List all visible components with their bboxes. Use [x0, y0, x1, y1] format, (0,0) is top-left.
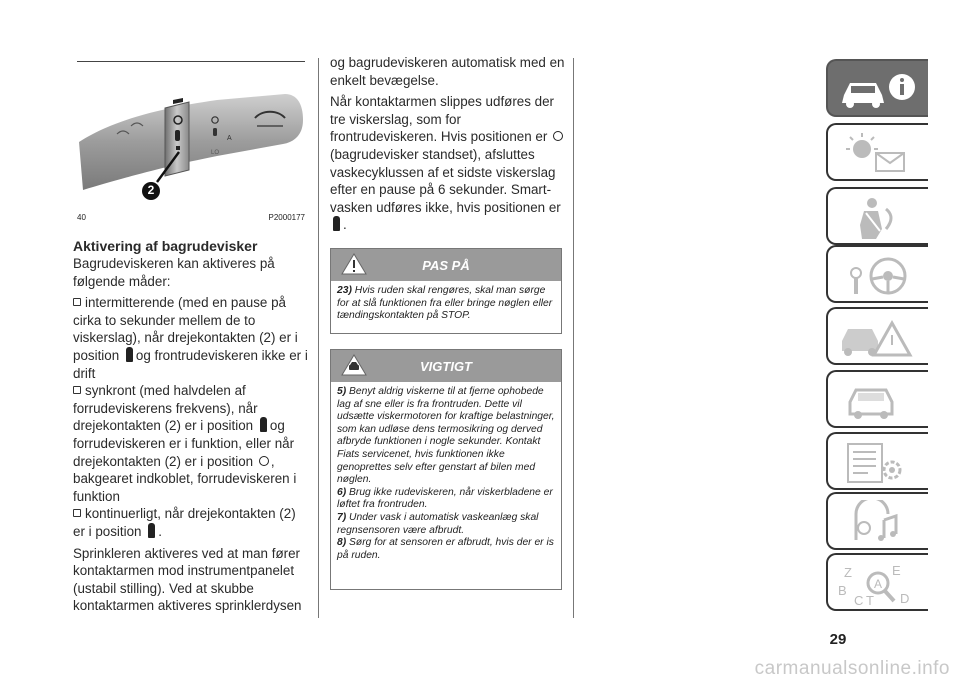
technical-data-icon [836, 440, 922, 486]
important-box [330, 349, 562, 590]
tab-multimedia[interactable] [826, 492, 928, 550]
note-text: Benyt aldrig viskerne til at fjerne ophobede lag af sne eller is fra frontruden. Dette vil udsætte viskermotoren for kraftige belastninger, som kan udløse dens termosikring og derved afbryde funktionen i nogle sekunder. Kontakt Fiats servicenet, hvis funktionen ikke genoprettes selv efter genstart af bilen med nøglen. [337, 386, 555, 486]
important-body [331, 382, 561, 566]
column-divider [573, 58, 574, 618]
caution-body [331, 281, 561, 327]
safety-icon [836, 195, 922, 241]
wiper-stalk-illustration [77, 72, 305, 212]
starting-driving-icon [836, 253, 922, 299]
svg-text:A: A [227, 135, 232, 142]
top-rule [77, 61, 305, 62]
continuous-position-icon [333, 216, 340, 231]
tab-maintenance[interactable] [826, 370, 928, 428]
maintenance-icon [836, 378, 922, 424]
tab-warning-lights[interactable] [826, 123, 928, 181]
tab-starting-driving[interactable] [826, 245, 928, 303]
figure-caption [77, 213, 305, 225]
note-number: 7) [337, 511, 347, 523]
paragraph-text: Når kontaktarmen slippes udføres der tre viskerslag, som for frontrudeviskeren. Hvis positionen er [330, 94, 555, 145]
left-column [73, 238, 309, 615]
note-number: 23) [337, 285, 352, 296]
note-number: 8) [337, 537, 347, 549]
tab-emergency[interactable] [826, 307, 928, 365]
emergency-icon [836, 315, 922, 361]
figure-code: P2000177 [268, 213, 305, 222]
note-number: 5) [337, 386, 347, 397]
list-item-text: intermitterende (med en pause på cirka to sekunder mellem de to viskerslag), når drejekontakten (2) er i position [73, 295, 298, 363]
off-position-icon [553, 131, 563, 141]
note-text: Sørg for at sensoren er afbrudt, hvis der er is på ruden. [337, 537, 554, 561]
note-text: Brug ikke rudeviskeren, når viskerbladene er løftet fra frontruden. [337, 486, 553, 511]
list-item [73, 505, 309, 540]
caution-title: PAS PÅ [422, 258, 470, 273]
tab-car-info[interactable] [826, 59, 928, 117]
page-number: 29 [829, 631, 847, 648]
caution-box-header [331, 249, 561, 281]
paragraph-text: (bagrudevisker standset), afsluttes vaskecyklussen af et sidste viskerslag efter en pause på 6 sekunder. Smart-vasken udføres ikke, hvis positionen er [330, 146, 561, 215]
car-info-icon [836, 67, 922, 113]
index-letter: A [874, 577, 883, 591]
watermark: carmanualsonline.info [754, 658, 950, 679]
continuous-position-icon [126, 347, 133, 362]
paragraph: og bagrudeviskeren automatisk med en enkelt bevægelse. [330, 55, 565, 88]
important-box-header [331, 350, 561, 382]
figure-callout-2: 2 [147, 183, 155, 197]
caution-box [330, 248, 562, 334]
list-item-text: . [158, 523, 162, 539]
paragraph-text: . [343, 217, 347, 233]
note [337, 537, 555, 562]
middle-column [330, 54, 566, 234]
tab-technical-data[interactable] [826, 432, 928, 490]
list-item [73, 294, 309, 382]
continuous-position-icon [260, 417, 267, 432]
warning-lights-icon [836, 131, 922, 177]
list-item-text: , bakgearet indkoblet, forrudeviskeren i funktion [73, 453, 297, 504]
index-icon [836, 561, 922, 607]
tab-index[interactable] [826, 553, 928, 611]
index-letter: T [866, 593, 874, 607]
note [337, 386, 555, 487]
important-title: VIGTIGT [420, 359, 472, 374]
svg-text:LO: LO [211, 150, 220, 156]
multimedia-icon [836, 500, 922, 546]
bullet-icon [73, 386, 81, 394]
index-letter: D [900, 591, 910, 606]
off-position-icon [259, 456, 269, 466]
intro-text: Bagrudeviskeren kan aktiveres på følgende måder: [73, 256, 275, 289]
section-heading: Aktivering af bagrudevisker [73, 238, 258, 254]
outro-text: Sprinkleren aktiveres ved at man fører kontaktarmen mod instrumentpanelet (ustabil stilling). Ved at skubbe kontaktarmen aktiveres sprinklerdysen [73, 545, 302, 614]
note-text: Hvis ruden skal rengøres, skal man sørge for at slå funktionen fra eller bringe nøglen eller tændingskontakten på STOP. [337, 285, 553, 322]
note [337, 512, 555, 537]
index-letter: E [892, 563, 901, 578]
list-item-text: og frontrudeviskeren ikke er i drift [73, 347, 308, 381]
note [337, 487, 555, 512]
wiper-stalk-figure [77, 72, 305, 212]
figure-number: 40 [77, 213, 86, 222]
index-letter: B [838, 583, 847, 598]
list-item-text: synkront (med halvdelen af forrudeviskerens frekvens), når drejekontakten (2) er i position [73, 383, 258, 434]
list-item-text: kontinuerligt, når drejekontakten (2) er i position [73, 506, 296, 539]
tab-safety[interactable] [826, 187, 928, 245]
continuous-position-icon [148, 523, 155, 538]
note-number: 6) [337, 486, 347, 498]
bullet-icon [73, 509, 81, 517]
list-item [73, 382, 309, 505]
index-letter: Z [844, 565, 852, 580]
paragraph [330, 93, 566, 234]
bullet-icon [73, 298, 81, 306]
note-text: Under vask i automatisk vaskeanlæg skal regnsensoren være afbrudt. [337, 511, 539, 536]
index-letter: C [854, 593, 864, 607]
list-item-text: og forrudeviskeren er i funktion, eller når drejekontakten (2) er i position [73, 418, 295, 469]
column-divider [318, 58, 319, 618]
